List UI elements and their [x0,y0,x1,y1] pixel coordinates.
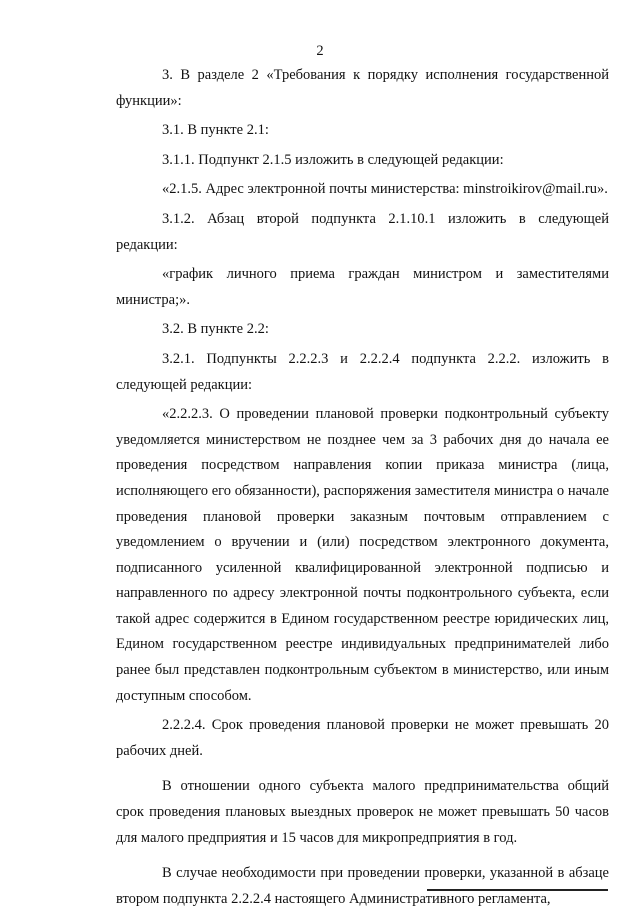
paragraph-3-2-1: 3.2.1. Подпункты 2.2.2.3 и 2.2.2.4 подпункта 2.2.2. изложить в следующей редакции: [116,350,609,393]
document-body [116,63,609,912]
paragraph-schedule: «график личного приема граждан министром и заместителями министра;». [116,266,609,308]
paragraph-3-1: 3.1. В пункте 2.1: [162,122,269,139]
paragraph-small-business: В отношении одного субъекта малого предпринимательства общий срок проведения плановых выездных проверок не может превышать 50 часов для малого предприятия и 15 часов для микропредприятия в год. [116,778,609,846]
paragraph-3-1-2: 3.1.2. Абзац второй подпункта 2.1.10.1 изложить в следующей редакции: [116,210,609,253]
paragraph-2-2-2-4: 2.2.2.4. Срок проведения плановой проверки не может превышать 20 рабочих дней. [116,717,609,759]
paragraph-2-1-5: «2.1.5. Адрес электронной почты министерства: minstroikirov@mail.ru». [162,181,608,198]
footer-rule [427,889,608,891]
paragraph-3-2: 3.2. В пункте 2.2: [162,321,269,338]
page-number: 2 [316,43,324,59]
paragraph-section-3: 3. В разделе 2 «Требования к порядку исполнения государственной функции»: [116,67,609,109]
paragraph-2-2-2-3: «2.2.2.3. О проведении плановой проверки подконтрольный субъекту уведомляется министерством не позднее чем за 3 рабочих дня до начала ее проведения посредством направления копии приказа министра (лица, исполняющего его обязанности), распоряжения заместителя министра о начале проведения плановой проверки заказным почтовым отправлением с уведомлением о вручении и (или) посредством электронного документа, подписанного усиленной квалифицированной электронной подписью и направленного по адресу электронной почты подконтрольного субъекта, если такой адрес содержится в Едином государственном реестре юридических лиц, Едином государственном реестре индивидуальных предпринимателей либо ранее был представлен подконтрольным субъектом в министерство, или иным доступным способом. [116,406,609,704]
paragraph-3-1-1: 3.1.1. Подпункт 2.1.5 изложить в следующей редакции: [162,151,504,168]
paragraph-necessity: В случае необходимости при проведении проверки, указанной в абзаце втором подпункта 2.2.2.4 настоящего Административного регламента, [116,865,609,907]
